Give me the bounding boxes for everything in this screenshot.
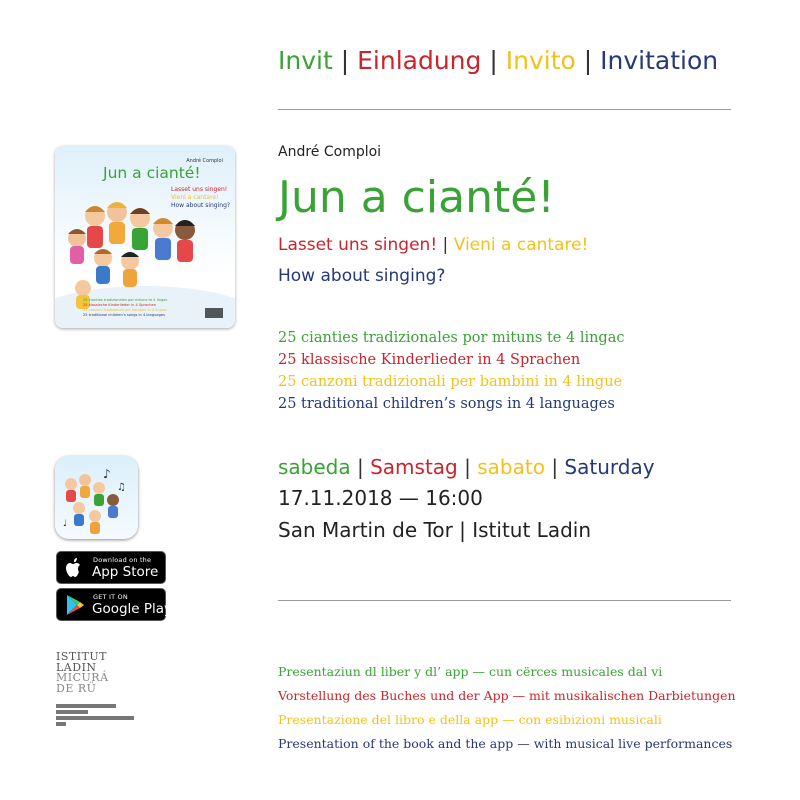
cover-subtitle-de: Lasset uns singen! [171,186,228,193]
logo-bar [56,710,88,714]
day-italian: sabato [477,455,545,479]
header-separator: | [489,46,498,75]
logo-line-2: LADIN [56,660,97,674]
cover-line-english: 25 traditional children’s songs in 4 languages [83,313,165,317]
cover-subtitle-it: Vieni a cantare! [171,194,219,201]
header-separator: | [340,46,350,75]
header-english: Invitation [600,46,719,75]
book-subtitle-line-1 [278,235,588,255]
day-separator: | [551,455,559,479]
songs-german: 25 klassische Kinderlieder in 4 Sprachen [278,352,581,368]
logo-line-3: MICURÁ [56,671,109,684]
subtitle-english: How about singing? [278,266,446,286]
event-datetime: 17.11.2018 — 16:00 [278,486,483,510]
event-location: San Martin de Tor | Istitut Ladin [278,518,591,542]
institute-logo [56,652,109,694]
svg-text:♪: ♪ [103,467,111,481]
cover-line-ladin: 25 cianties tradizionales por mituns te 4 lingac [83,298,168,302]
google-play-badge[interactable] [56,588,173,621]
day-ladin: sabeda [278,455,351,479]
songs-italian: 25 canzoni tradizionali per bambini in 4 lingue [278,374,623,390]
invitation-header [278,46,718,75]
day-separator: | [464,455,471,479]
subtitle-german: Lasset uns singen! [278,235,438,255]
subtitle-italian: Vieni a cantare! [453,235,589,255]
header-separator: | [583,46,593,75]
logo-bar [56,716,134,720]
google-play-icon [65,594,85,616]
day-german: Samstag [370,455,458,479]
bottom-divider [278,600,731,601]
cover-title: Jun a cianté! [103,164,201,182]
logo-line-1: ISTITUT [56,650,108,663]
header-italian: Invito [505,46,576,75]
songs-ladin: 25 cianties tradizionales por mituns te 4 lingac [278,330,625,346]
cover-author: André Comploi [186,158,223,164]
book-author: André Comploi [278,144,382,160]
logo-bar [56,704,116,708]
svg-text:♫: ♫ [117,482,126,493]
book-cover-image [55,146,235,328]
apple-icon [65,557,83,579]
presentation-description [278,660,736,756]
app-icon[interactable] [55,456,138,539]
event-day [278,455,655,479]
day-english: Saturday [564,455,655,479]
app-store-badge[interactable] [56,551,166,584]
songs-description [278,327,625,415]
app-store-label: App Store [92,564,159,580]
cover-subtitle-en: How about singing? [171,202,231,209]
songs-english: 25 traditional children’s songs in 4 languages [278,396,615,412]
day-separator: | [357,455,364,479]
app-store-caption: Download on the [93,556,152,564]
header-german: Einladung [357,46,482,75]
book-title: Jun a cianté! [278,172,555,223]
presentation-english: Presentation of the book and the app — with musical live performances [278,736,733,751]
institute-logo-bars [56,704,134,728]
top-divider [278,109,731,110]
logo-bar [56,722,66,726]
logo-line-4: DE RÜ [56,681,97,695]
presentation-ladin: Presentaziun dl liber y dl’ app — cun cërces musicales dal vi [278,664,663,679]
google-play-caption: GET IT ON [93,593,128,601]
cover-line-italian: 25 canzoni tradizionali per bambini in 4 lingue [83,308,167,312]
presentation-german: Vorstellung des Buches und der App — mit musikalischen Darbietungen [278,688,736,703]
presentation-italian: Presentazione del libro e della app — con esibizioni musicali [278,712,662,727]
svg-text:♩: ♩ [63,519,68,529]
header-ladin: Invit [278,46,333,75]
cover-line-german: 25 klassische Kinderlieder in 4 Sprachen [83,303,156,307]
app-icon-illustration [55,456,138,539]
subtitle-separator: | [442,235,449,255]
google-play-label: Google Play [92,601,173,617]
